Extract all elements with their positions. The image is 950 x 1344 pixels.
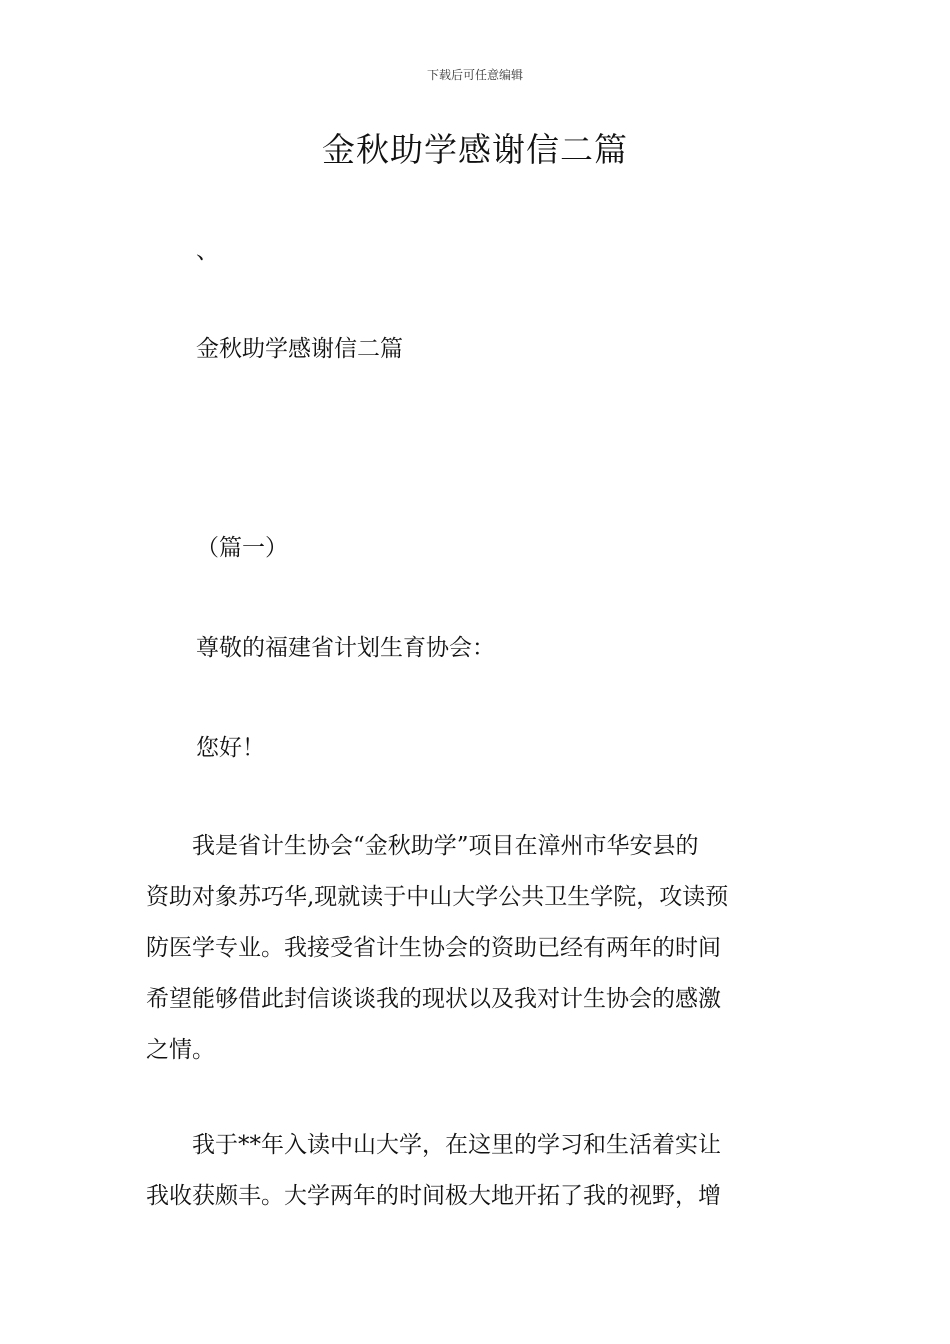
- body-paragraph-2: [146, 1120, 806, 1222]
- body-paragraph-1: [146, 821, 806, 1076]
- header-note: 下载后可任意编辑: [426, 68, 523, 82]
- document-subtitle: 金秋助学感谢信二篇: [196, 336, 403, 362]
- paragraph-line: 之情。: [146, 1037, 215, 1063]
- paragraph-line: 我是省计生协会“金秋助学”项目在漳州市华安县的: [146, 833, 699, 859]
- punctuation-mark: 、: [196, 238, 219, 264]
- salutation: 尊敬的福建省计划生育协会：: [196, 635, 495, 661]
- paragraph-line: 防医学专业。我接受省计生协会的资助已经有两年的时间: [146, 935, 721, 961]
- document-title: 金秋助学感谢信二篇: [322, 130, 628, 169]
- paragraph-line: 资助对象苏巧华,现就读于中山大学公共卫生学院，攻读预: [146, 884, 729, 910]
- paragraph-line: 我收获颇丰。大学两年的时间极大地开拓了我的视野，增: [146, 1183, 721, 1209]
- paragraph-line: 我于**年入读中山大学，在这里的学习和生活着实让: [146, 1132, 721, 1158]
- greeting: 您好！: [196, 735, 265, 761]
- section-label: （篇一）: [196, 535, 288, 561]
- paragraph-line: 希望能够借此封信谈谈我的现状以及我对计生协会的感激: [146, 986, 721, 1012]
